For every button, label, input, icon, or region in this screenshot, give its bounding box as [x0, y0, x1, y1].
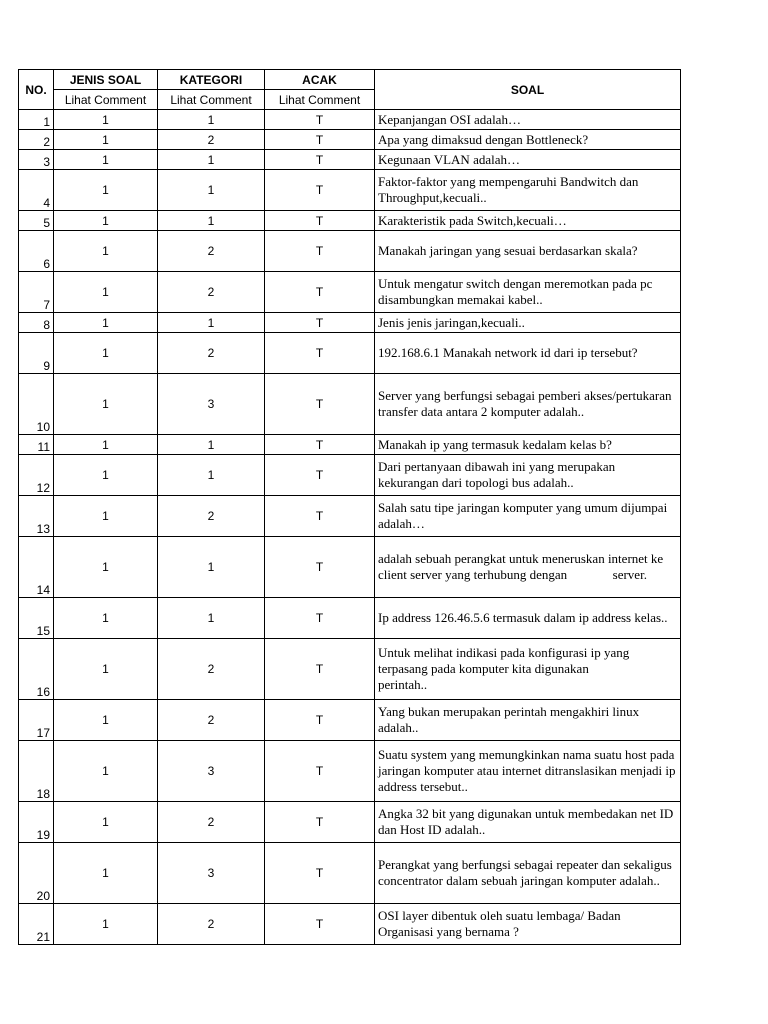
- header-kategori-comment: Lihat Comment: [158, 90, 265, 110]
- header-soal: SOAL: [375, 70, 681, 110]
- jenis-soal-cell: 1: [54, 741, 158, 802]
- jenis-soal-cell: 1: [54, 639, 158, 700]
- jenis-soal-cell: 1: [54, 333, 158, 374]
- header-acak: ACAK: [265, 70, 375, 90]
- row-number: 3: [19, 150, 54, 170]
- kategori-cell: 1: [158, 150, 265, 170]
- kategori-cell: 1: [158, 170, 265, 211]
- soal-cell: Ip address 126.46.5.6 termasuk dalam ip address kelas..: [375, 598, 681, 639]
- acak-cell: T: [265, 435, 375, 455]
- table-row: [19, 231, 681, 272]
- header-no: NO.: [19, 70, 54, 110]
- jenis-soal-cell: 1: [54, 170, 158, 211]
- jenis-soal-cell: 1: [54, 130, 158, 150]
- table-row: [19, 537, 681, 598]
- acak-cell: T: [265, 802, 375, 843]
- kategori-cell: 1: [158, 435, 265, 455]
- jenis-soal-cell: 1: [54, 802, 158, 843]
- table-row: [19, 496, 681, 537]
- row-number: 19: [19, 802, 54, 843]
- jenis-soal-cell: 1: [54, 313, 158, 333]
- kategori-cell: 1: [158, 110, 265, 130]
- jenis-soal-cell: 1: [54, 231, 158, 272]
- acak-cell: T: [265, 537, 375, 598]
- soal-cell: Angka 32 bit yang digunakan untuk membedakan net ID dan Host ID adalah..: [375, 802, 681, 843]
- acak-cell: T: [265, 843, 375, 904]
- table-row: [19, 374, 681, 435]
- row-number: 5: [19, 211, 54, 231]
- kategori-cell: 1: [158, 537, 265, 598]
- row-number: 21: [19, 904, 54, 945]
- acak-cell: T: [265, 496, 375, 537]
- soal-cell: 192.168.6.1 Manakah network id dari ip tersebut?: [375, 333, 681, 374]
- row-number: 2: [19, 130, 54, 150]
- kategori-cell: 3: [158, 741, 265, 802]
- acak-cell: T: [265, 313, 375, 333]
- question-table: [18, 69, 681, 945]
- kategori-cell: 2: [158, 130, 265, 150]
- table-row: [19, 211, 681, 231]
- acak-cell: T: [265, 741, 375, 802]
- table-row: [19, 455, 681, 496]
- kategori-cell: 2: [158, 904, 265, 945]
- jenis-soal-cell: 1: [54, 496, 158, 537]
- table-row: [19, 170, 681, 211]
- soal-cell: Manakah jaringan yang sesuai berdasarkan skala?: [375, 231, 681, 272]
- row-number: 6: [19, 231, 54, 272]
- soal-cell: Perangkat yang berfungsi sebagai repeater dan sekaligus concentrator dalam sebuah jaringan komputer adalah..: [375, 843, 681, 904]
- jenis-soal-cell: 1: [54, 904, 158, 945]
- table-row: [19, 598, 681, 639]
- row-number: 11: [19, 435, 54, 455]
- kategori-cell: 2: [158, 333, 265, 374]
- soal-cell: OSI layer dibentuk oleh suatu lembaga/ Badan Organisasi yang bernama ?: [375, 904, 681, 945]
- soal-cell: Kepanjangan OSI adalah…: [375, 110, 681, 130]
- header-jenis-soal-comment: Lihat Comment: [54, 90, 158, 110]
- row-number: 1: [19, 110, 54, 130]
- row-number: 18: [19, 741, 54, 802]
- row-number: 16: [19, 639, 54, 700]
- table-row: [19, 802, 681, 843]
- jenis-soal-cell: 1: [54, 272, 158, 313]
- table-row: [19, 333, 681, 374]
- acak-cell: T: [265, 639, 375, 700]
- jenis-soal-cell: 1: [54, 598, 158, 639]
- kategori-cell: 2: [158, 700, 265, 741]
- acak-cell: T: [265, 700, 375, 741]
- row-number: 20: [19, 843, 54, 904]
- table-row: [19, 741, 681, 802]
- soal-cell: Untuk mengatur switch dengan meremotkan pada pc disambungkan memakai kabel..: [375, 272, 681, 313]
- header-kategori: KATEGORI: [158, 70, 265, 90]
- table-row: [19, 110, 681, 130]
- jenis-soal-cell: 1: [54, 435, 158, 455]
- table-row: [19, 904, 681, 945]
- jenis-soal-cell: 1: [54, 455, 158, 496]
- row-number: 15: [19, 598, 54, 639]
- row-number: 17: [19, 700, 54, 741]
- soal-cell: Server yang berfungsi sebagai pemberi akses/pertukaran transfer data antara 2 komputer adalah..: [375, 374, 681, 435]
- kategori-cell: 3: [158, 843, 265, 904]
- row-number: 9: [19, 333, 54, 374]
- kategori-cell: 1: [158, 211, 265, 231]
- acak-cell: T: [265, 272, 375, 313]
- soal-cell: Untuk melihat indikasi pada konfigurasi ip yang terpasang pada komputer kita digunakan perintah..: [375, 639, 681, 700]
- jenis-soal-cell: 1: [54, 700, 158, 741]
- kategori-cell: 2: [158, 639, 265, 700]
- row-number: 7: [19, 272, 54, 313]
- kategori-cell: 2: [158, 272, 265, 313]
- row-number: 4: [19, 170, 54, 211]
- jenis-soal-cell: 1: [54, 843, 158, 904]
- acak-cell: T: [265, 598, 375, 639]
- table-row: [19, 272, 681, 313]
- acak-cell: T: [265, 904, 375, 945]
- kategori-cell: 3: [158, 374, 265, 435]
- kategori-cell: 1: [158, 455, 265, 496]
- soal-cell: Karakteristik pada Switch,kecuali…: [375, 211, 681, 231]
- kategori-cell: 2: [158, 802, 265, 843]
- table-row: [19, 639, 681, 700]
- header-jenis-soal: JENIS SOAL: [54, 70, 158, 90]
- soal-cell: Faktor-faktor yang mempengaruhi Bandwitch dan Throughput,kecuali..: [375, 170, 681, 211]
- soal-cell: Apa yang dimaksud dengan Bottleneck?: [375, 130, 681, 150]
- table-row: [19, 313, 681, 333]
- acak-cell: T: [265, 170, 375, 211]
- acak-cell: T: [265, 150, 375, 170]
- jenis-soal-cell: 1: [54, 110, 158, 130]
- jenis-soal-cell: 1: [54, 374, 158, 435]
- header-acak-comment: Lihat Comment: [265, 90, 375, 110]
- soal-cell: Salah satu tipe jaringan komputer yang umum dijumpai adalah…: [375, 496, 681, 537]
- jenis-soal-cell: 1: [54, 537, 158, 598]
- jenis-soal-cell: 1: [54, 211, 158, 231]
- acak-cell: T: [265, 110, 375, 130]
- kategori-cell: 2: [158, 231, 265, 272]
- acak-cell: T: [265, 130, 375, 150]
- table-row: [19, 130, 681, 150]
- soal-cell: Kegunaan VLAN adalah…: [375, 150, 681, 170]
- row-number: 10: [19, 374, 54, 435]
- soal-cell: adalah sebuah perangkat untuk meneruskan internet ke client server yang terhubung dengan server.: [375, 537, 681, 598]
- acak-cell: T: [265, 333, 375, 374]
- soal-cell: Dari pertanyaan dibawah ini yang merupakan kekurangan dari topologi bus adalah..: [375, 455, 681, 496]
- soal-cell: Yang bukan merupakan perintah mengakhiri linux adalah..: [375, 700, 681, 741]
- kategori-cell: 2: [158, 496, 265, 537]
- row-number: 8: [19, 313, 54, 333]
- acak-cell: T: [265, 231, 375, 272]
- kategori-cell: 1: [158, 313, 265, 333]
- table-row: [19, 150, 681, 170]
- table-row: [19, 843, 681, 904]
- acak-cell: T: [265, 455, 375, 496]
- acak-cell: T: [265, 211, 375, 231]
- jenis-soal-cell: 1: [54, 150, 158, 170]
- acak-cell: T: [265, 374, 375, 435]
- soal-cell: Manakah ip yang termasuk kedalam kelas b?: [375, 435, 681, 455]
- row-number: 13: [19, 496, 54, 537]
- row-number: 12: [19, 455, 54, 496]
- row-number: 14: [19, 537, 54, 598]
- soal-cell: Jenis jenis jaringan,kecuali..: [375, 313, 681, 333]
- table-row: [19, 700, 681, 741]
- table-row: [19, 435, 681, 455]
- kategori-cell: 1: [158, 598, 265, 639]
- soal-cell: Suatu system yang memungkinkan nama suatu host pada jaringan komputer atau internet ditranslasikan menjadi ip address tersebut..: [375, 741, 681, 802]
